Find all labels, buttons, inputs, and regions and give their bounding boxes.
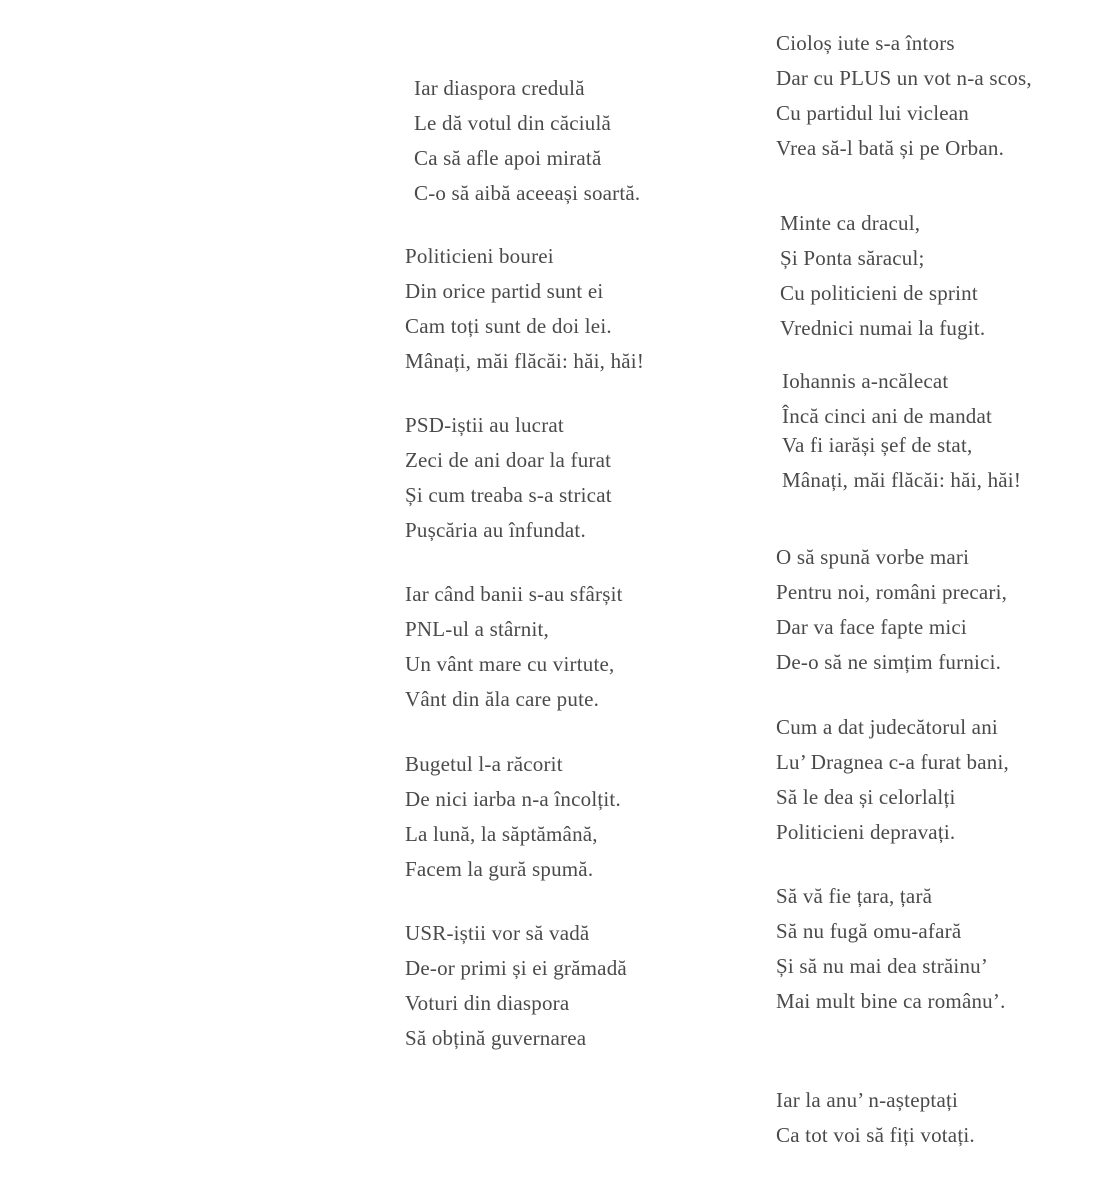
stanza bbox=[405, 916, 627, 1056]
verse-line: Să obțină guvernarea bbox=[405, 1026, 587, 1050]
stanza bbox=[776, 26, 1032, 166]
verse-line: Cioloș iute s-a întors bbox=[776, 31, 955, 55]
verse-line: La lună, la săptămână, bbox=[405, 822, 598, 846]
verse-line: Din orice partid sunt ei bbox=[405, 279, 604, 303]
verse-line: Mânați, măi flăcăi: hăi, hăi! bbox=[405, 349, 645, 373]
verse-line: Un vânt mare cu virtute, bbox=[405, 652, 615, 676]
verse-line: Încă cinci ani de mandat bbox=[782, 404, 993, 428]
stanza bbox=[414, 71, 640, 211]
verse-line: Va fi iarăși șef de stat, bbox=[782, 433, 973, 457]
verse-line: Cam toți sunt de doi lei. bbox=[405, 314, 612, 338]
verse-line: Iar la anu’ n-așteptați bbox=[776, 1088, 959, 1112]
verse-line: De-or primi și ei grămadă bbox=[405, 956, 627, 980]
verse-line: Și cum treaba s-a stricat bbox=[405, 483, 612, 507]
verse-line: De nici iarba n-a încolțit. bbox=[405, 787, 621, 811]
verse-line: C-o să aibă aceeași soartă. bbox=[414, 181, 641, 205]
verse-line: Iar când banii s-au sfârșit bbox=[405, 582, 623, 606]
verse-line: Să vă fie țara, țară bbox=[776, 884, 933, 908]
stanza bbox=[405, 408, 612, 548]
verse-line: Cu partidul lui viclean bbox=[776, 101, 969, 125]
verse-line: Să le dea și celorlalți bbox=[776, 785, 956, 809]
stanza bbox=[776, 1083, 975, 1153]
verse-line: PNL-ul a stârnit, bbox=[405, 617, 549, 641]
verse-line: Bugetul l-a răcorit bbox=[405, 752, 563, 776]
verse-line: Lu’ Dragnea c-a furat bani, bbox=[776, 750, 1009, 774]
verse-line: Să nu fugă omu-afară bbox=[776, 919, 962, 943]
verse-line: Dar cu PLUS un vot n-a scos, bbox=[776, 66, 1032, 90]
verse-line: PSD-iștii au lucrat bbox=[405, 413, 564, 437]
verse-line: O să spună vorbe mari bbox=[776, 545, 970, 569]
verse-line: Și să nu mai dea străinu’ bbox=[776, 954, 989, 978]
verse-line: Pentru noi, români precari, bbox=[776, 580, 1008, 604]
verse-line: Cu politicieni de sprint bbox=[780, 281, 978, 305]
verse-line: Mânați, măi flăcăi: hăi, hăi! bbox=[782, 468, 1022, 492]
verse-line: Vânt din ăla care pute. bbox=[405, 687, 600, 711]
stanza bbox=[776, 540, 1007, 680]
verse-line: Iar diaspora credulă bbox=[414, 76, 585, 100]
verse-line: USR-iștii vor să vadă bbox=[405, 921, 590, 945]
stanza bbox=[776, 710, 1009, 850]
verse-line: Minte ca dracul, bbox=[780, 211, 921, 235]
stanza bbox=[776, 879, 1006, 1019]
verse-line: Zeci de ani doar la furat bbox=[405, 448, 612, 472]
verse-line: Voturi din diaspora bbox=[405, 991, 570, 1015]
verse-line: De-o să ne simțim furnici. bbox=[776, 650, 1002, 674]
verse-line: Iohannis a-ncălecat bbox=[782, 369, 949, 393]
verse-line: Și Ponta săracul; bbox=[780, 246, 925, 270]
verse-line: Politicieni depravați. bbox=[776, 820, 956, 844]
stanza bbox=[405, 747, 621, 887]
stanza bbox=[405, 239, 644, 379]
verse-line: Ca să afle apoi mirată bbox=[414, 146, 602, 170]
verse-line: Facem la gură spumă. bbox=[405, 857, 594, 881]
verse-line: Ca tot voi să fiți votați. bbox=[776, 1123, 975, 1147]
verse-line: Mai mult bine ca românu’. bbox=[776, 989, 1006, 1013]
verse-line: Dar va face fapte mici bbox=[776, 615, 967, 639]
verse-line: Pușcăria au înfundat. bbox=[405, 518, 586, 542]
stanza bbox=[405, 577, 623, 717]
verse-line: Le dă votul din căciulă bbox=[414, 111, 612, 135]
verse-line: Vrea să-l bată și pe Orban. bbox=[776, 136, 1005, 160]
stanza bbox=[782, 364, 1021, 498]
verse-line: Cum a dat judecătorul ani bbox=[776, 715, 998, 739]
verse-line: Vrednici numai la fugit. bbox=[780, 316, 986, 340]
verse-line: Politicieni bourei bbox=[405, 244, 554, 268]
stanza bbox=[780, 206, 985, 346]
